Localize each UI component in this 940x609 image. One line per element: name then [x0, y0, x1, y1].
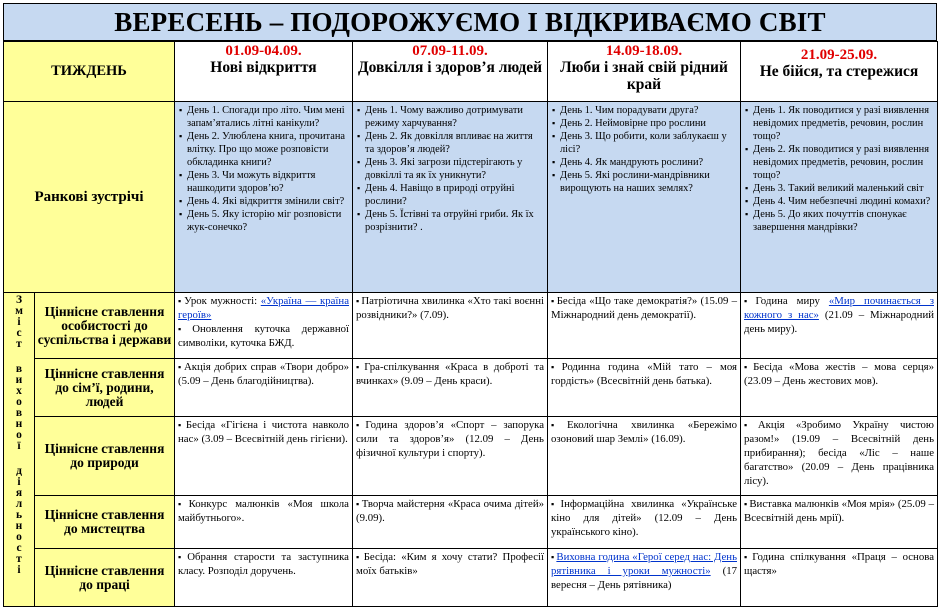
- cell-text: Інформаційна хвилинка «Українське кіно для дітей» (12.09 – День українського кіно).: [551, 498, 737, 538]
- value-cell: ▪ Творча майстерня «Краса очима дітей» (9.09).: [353, 496, 548, 549]
- cell-text: Екологічна хвилинка «Бережімо озоновий шар Землі» (16.09).: [551, 419, 737, 445]
- week-header-4: [741, 42, 938, 102]
- morning-item: ▪ День 3. Які загрози підстерігають у довкіллі та як їх уникнути?: [357, 156, 543, 182]
- vertical-letter: і: [17, 476, 21, 488]
- vertical-letter: о: [16, 531, 22, 543]
- week-header-1: [175, 42, 353, 102]
- morning-item: ▪ День 4. Навіщо в природі отруйні рослини?: [357, 182, 543, 208]
- cell-text: Урок мужності:: [184, 295, 261, 307]
- value-cell: ▪ Акція добрих справ «Твори добро» (5.09 – День благодійництва).: [175, 359, 353, 417]
- vertical-label: [4, 295, 34, 576]
- cell-text: Оновлення куточка державної символіки, куточка БЖД.: [178, 323, 349, 349]
- page-title: ВЕРЕСЕНЬ – ПОДОРОЖУЄМО І ВІДКРИВАЄМО СВІТ: [3, 3, 937, 41]
- vertical-letter: х: [16, 385, 22, 397]
- value-cell: ▪ Акція «Зробимо Україну чистою разом!» (19.09 – Всесвітній день прибирання); бесіда «Ліс – наше багатство» (20.09 – День працівника лісу).: [741, 417, 938, 496]
- week-theme: Не бійся, та стережися: [759, 63, 919, 80]
- morning-item: ▪ День 2. Як довкілля впливає на життя та здоров’я людей?: [357, 130, 543, 156]
- vertical-letter: і: [17, 316, 21, 328]
- morning-week-1: [175, 102, 353, 293]
- week-header-3: [548, 42, 741, 102]
- week-header-label: ТИЖДЕНЬ: [4, 42, 175, 102]
- vertical-letter: м: [15, 305, 23, 317]
- cell-text: Година здоров’я «Спорт – запорука сили та здоров’я» (12.09 – День фізичної культури і спорту).: [356, 419, 544, 459]
- vertical-letter: о: [16, 396, 22, 408]
- morning-item: ▪ День 2. Як поводитися у разі виявлення невідомих предметів, речовин, рослин тощо?: [745, 143, 933, 182]
- cell-text: Гра-спілкування «Краса в доброті та вчинках» (9.09 – День краси).: [356, 361, 544, 387]
- morning-item: ▪ День 1. Як поводитися у разі виявлення невідомих предметів, речовин, рослин тощо?: [745, 104, 933, 143]
- vertical-letter: в: [15, 363, 23, 375]
- value-cell: ▪ Година здоров’я «Спорт – запорука сили та здоров’я» (12.09 – День фізичної культури і спорту).: [353, 417, 548, 496]
- value-row-label: Ціннісне ставлення до мистецтва: [35, 496, 175, 549]
- morning-item: ▪ День 3. Такий великий маленький світ: [745, 182, 933, 195]
- cell-link[interactable]: «Мир починається з кожного з нас»: [744, 295, 934, 321]
- morning-week-4: [741, 102, 938, 293]
- morning-item: ▪ День 3. Чи можуть відкриття нашкодити здоров’ю?: [179, 169, 348, 195]
- morning-item: ▪ День 5. Які рослини-мандрівники вирощують на наших землях?: [552, 169, 736, 195]
- side-label: [4, 293, 35, 607]
- morning-item: ▪ День 1. Чим порадувати друга?: [552, 104, 736, 117]
- value-row-label: Ціннісне ставлення особистості до суспільства і держави: [35, 293, 175, 359]
- morning-item: ▪ День 2. Улюблена книга, прочитана влітку. Про що може розповісти обкладинка книги?: [179, 130, 348, 169]
- vertical-letter: З: [15, 294, 23, 306]
- cell-text: Родинна година «Мій тато – моя гордість» (Всесвітній день батька).: [551, 361, 737, 387]
- vertical-letter: ь: [15, 509, 23, 521]
- cell-text: Творча майстерня «Краса очима дітей» (9.09).: [356, 498, 544, 524]
- morning-item: ▪ День 3. Що робити, коли заблукаєш у лісі?: [552, 130, 736, 156]
- vertical-letter: в: [15, 407, 23, 419]
- value-cell: ▪ Виставка малюнків «Моя мрія» (25.09 – Всесвітній день мрії).: [741, 496, 938, 549]
- value-row-label: Ціннісне ставлення до природи: [35, 417, 175, 496]
- cell-text: Патріотична хвилинка «Хто такі воєнні розвідники?» (7.09).: [356, 295, 544, 321]
- cell-text: Конкурс малюнків «Моя школа майбутнього».: [178, 498, 349, 524]
- vertical-letter: т: [16, 553, 22, 565]
- morning-week-3: [548, 102, 741, 293]
- morning-item: ▪ День 4. Чим небезпечні людині комахи?: [745, 195, 933, 208]
- plan-table: [3, 41, 938, 607]
- week-dates: 14.09-18.09.: [605, 43, 683, 59]
- value-cell: ▪ Урок мужності: «Україна — країна героїв» ▪ Оновлення куточка державної символіки, куточка БЖД.: [175, 293, 353, 359]
- vertical-letter: н: [15, 418, 23, 430]
- week-theme: Нові відкриття: [210, 59, 317, 76]
- cell-text: Бесіда «Гігієна і чистота навколо нас» (3.09 – Всесвітній день гігієни).: [178, 419, 349, 445]
- value-cell: ▪ Інформаційна хвилинка «Українське кіно для дітей» (12.09 – День українського кіно).: [548, 496, 741, 549]
- vertical-letter: т: [16, 338, 22, 350]
- value-cell: ▪ Виховна година «Герої серед нас: День рятівника і уроки мужності» (17 вересня – День рятівника): [548, 549, 741, 607]
- week-dates: 21.09-25.09.: [800, 47, 878, 63]
- morning-list: [548, 102, 740, 195]
- cell-link[interactable]: Виховна година «Герої серед нас: День рятівника і уроки мужності»: [551, 551, 737, 577]
- vertical-letter: ї: [17, 440, 21, 452]
- morning-list: [175, 102, 352, 234]
- value-cell: ▪ Екологічна хвилинка «Бережімо озоновий шар Землі» (16.09).: [548, 417, 741, 496]
- morning-meetings-label: Ранкові зустрічі: [4, 102, 175, 293]
- cell-text: Акція «Зробимо Україну чистою разом!» (19.09 – Всесвітній день прибирання); бесіда «Ліс – наше багатство» (20.09 – День працівника лісу).: [744, 419, 934, 487]
- week-theme: Люби і знай свій рідний край: [560, 59, 728, 93]
- value-cell: ▪ Бесіда «Гігієна і чистота навколо нас» (3.09 – Всесвітній день гігієни).: [175, 417, 353, 496]
- cell-text: Виставка малюнків «Моя мрія» (25.09 – Всесвітній день мрії).: [744, 498, 935, 524]
- value-row-label: Ціннісне ставлення до сім’ї, родини, людей: [35, 359, 175, 417]
- value-cell: ▪ Година спілкування «Праця – основа щастя»: [741, 549, 938, 607]
- morning-item: ▪ День 5. Їстівні та отруйні гриби. Як їх розрізнити? .: [357, 208, 543, 234]
- cell-text: Бесіда «Мова жестів – мова серця» (23.09 – День жестових мов).: [744, 361, 934, 387]
- week-theme: Довкілля і здоров’я людей: [357, 59, 543, 76]
- cell-text: Бесіда «Що таке демократія?» (15.09 – Міжнародний день демократії).: [551, 295, 737, 321]
- vertical-letter: с: [16, 327, 22, 339]
- value-cell: ▪ Патріотична хвилинка «Хто такі воєнні розвідники?» (7.09).: [353, 293, 548, 359]
- morning-item: ▪ День 1. Спогади про літо. Чим мені запам’ятались літні канікули?: [179, 104, 348, 130]
- morning-item: ▪ День 1. Чому важливо дотримувати режиму харчування?: [357, 104, 543, 130]
- value-cell: ▪ Бесіда «Що таке демократія?» (15.09 – Міжнародний день демократії).: [548, 293, 741, 359]
- morning-item: ▪ День 5. Яку історію міг розповісти жук-сонечко?: [179, 208, 348, 234]
- cell-text: Бесіда: «Ким я хочу стати? Професії моїх батьків»: [356, 551, 544, 577]
- morning-list: [741, 102, 937, 234]
- morning-item: ▪ День 2. Неймовірне про рослини: [552, 117, 736, 130]
- value-cell: ▪ Година миру «Мир починається з кожного з нас» (21.09 – Міжнародний день миру).: [741, 293, 938, 359]
- morning-item: ▪ День 5. До яких почуттів спонукає завершення мандрівки?: [745, 208, 933, 234]
- cell-link[interactable]: «Україна — країна героїв»: [178, 295, 349, 321]
- value-cell: ▪ Обрання старости та заступника класу. Розподіл доручень.: [175, 549, 353, 607]
- morning-week-2: [353, 102, 548, 293]
- value-cell: ▪ Конкурс малюнків «Моя школа майбутнього».: [175, 496, 353, 549]
- value-cell: ▪ Бесіда: «Ким я хочу стати? Професії моїх батьків»: [353, 549, 548, 607]
- value-row-label: Ціннісне ставлення до праці: [35, 549, 175, 607]
- cell-text: Обрання старости та заступника класу. Розподіл доручень.: [178, 551, 349, 577]
- week-header-2: [353, 42, 548, 102]
- vertical-letter: с: [16, 542, 22, 554]
- vertical-letter: д: [16, 465, 22, 477]
- vertical-letter: и: [15, 374, 23, 386]
- vertical-letter: л: [15, 498, 23, 510]
- morning-list: [353, 102, 547, 234]
- week-dates: 07.09-11.09.: [412, 43, 488, 59]
- value-cell: ▪ Гра-спілкування «Краса в доброті та вчинках» (9.09 – День краси).: [353, 359, 548, 417]
- cell-text: Акція добрих справ «Твори добро» (5.09 – День благодійництва).: [178, 361, 349, 387]
- value-cell: ▪ Родинна година «Мій тато – моя гордість» (Всесвітній день батька).: [548, 359, 741, 417]
- vertical-letter: і: [17, 564, 21, 576]
- cell-text: (21.09 – Міжнародний день миру).: [744, 309, 934, 335]
- vertical-letter: н: [15, 520, 23, 532]
- cell-text: Година спілкування «Праця – основа щастя»: [744, 551, 934, 577]
- morning-item: ▪ День 4. Які відкриття змінили світ?: [179, 195, 348, 208]
- vertical-letter: я: [15, 487, 23, 499]
- value-cell: ▪ Бесіда «Мова жестів – мова серця» (23.09 – День жестових мов).: [741, 359, 938, 417]
- week-dates: 01.09-04.09.: [225, 43, 302, 59]
- morning-item: ▪ День 4. Як мандрують рослини?: [552, 156, 736, 169]
- vertical-letter: о: [16, 429, 22, 441]
- cell-text: (17 вересня – День рятівника): [551, 565, 737, 591]
- cell-text: Година миру: [755, 295, 829, 307]
